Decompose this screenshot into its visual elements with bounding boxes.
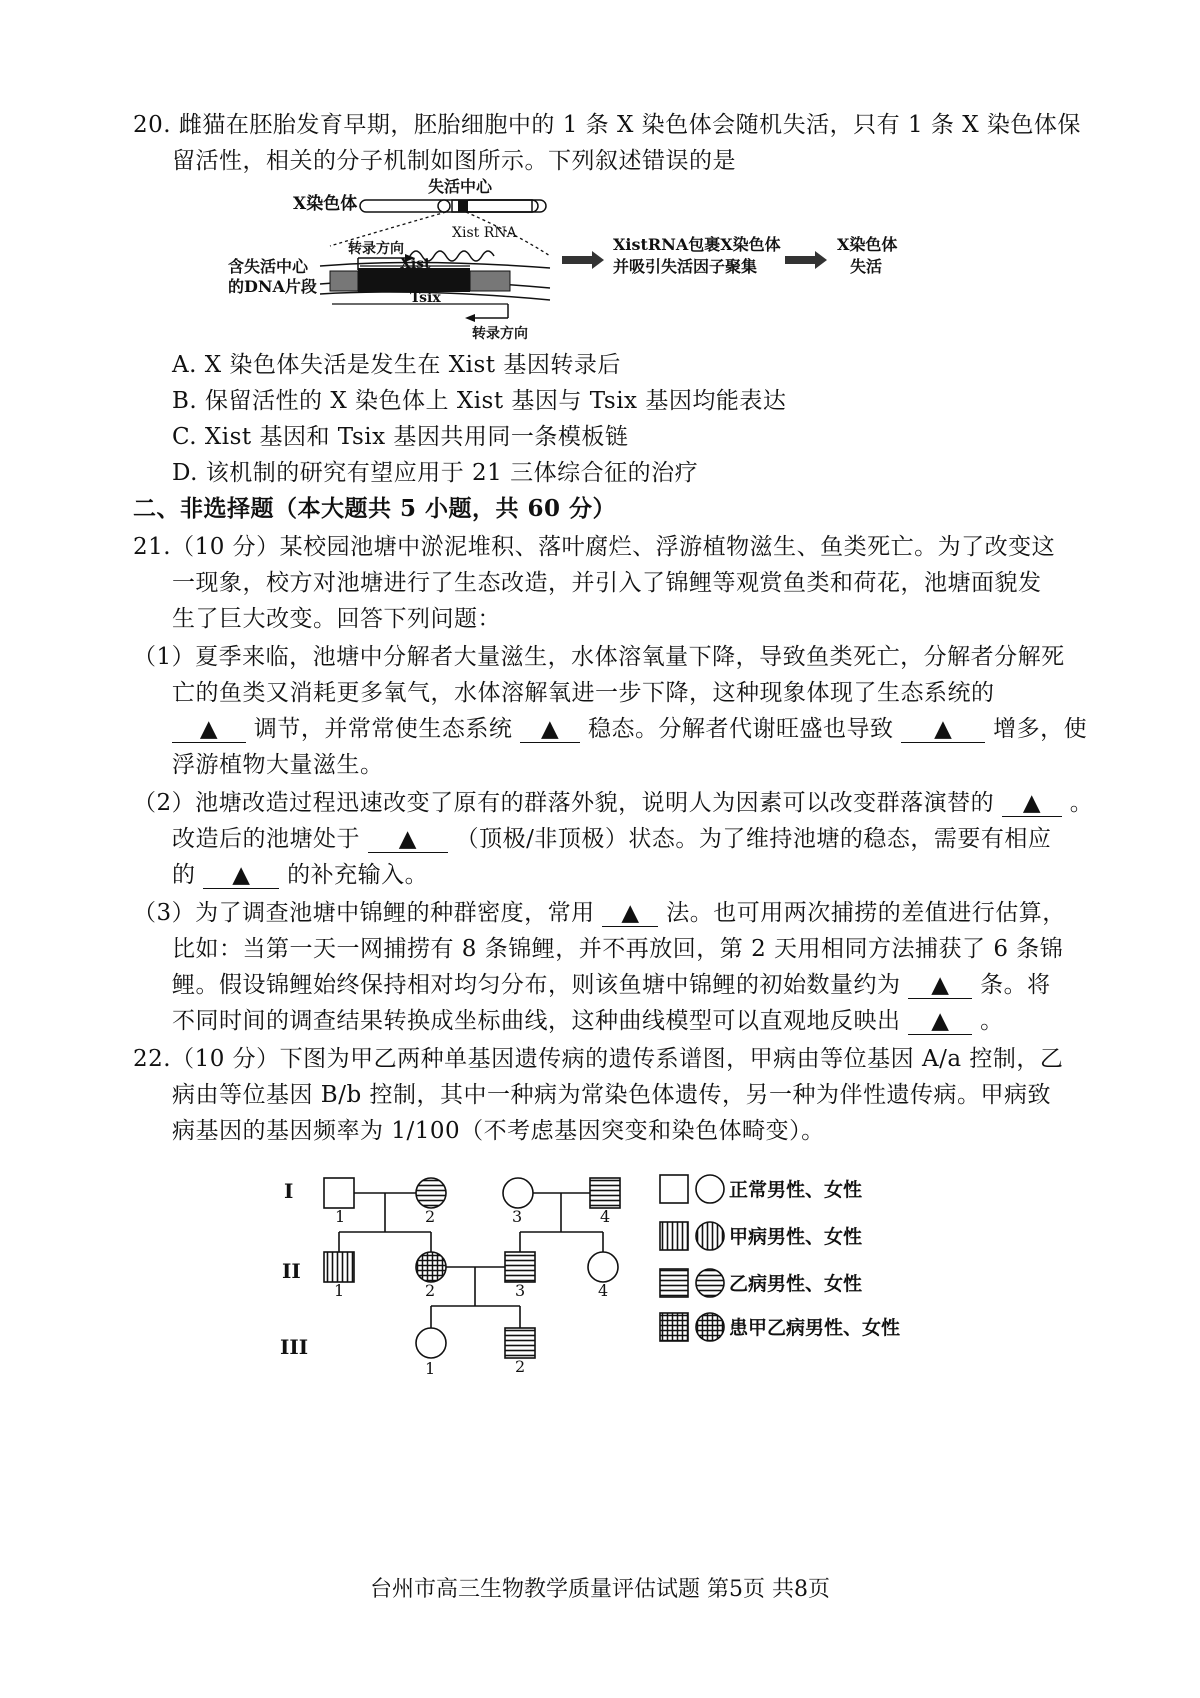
II-3-diseaseB-male	[505, 1252, 535, 1282]
legend-diseaseAB-female-symbol	[696, 1313, 724, 1341]
q21-p2-text-a: 改造后的池塘处于	[172, 826, 360, 852]
q21-p1-text-a: 调节，并常常使生态系统	[253, 716, 513, 742]
II-1-diseaseA-male	[324, 1252, 354, 1282]
step2-line1: X染色体	[837, 235, 898, 254]
answer-blank: ▲	[602, 900, 658, 927]
answer-blank: ▲	[1002, 790, 1062, 817]
q21-intro-2: 一现象，校方对池塘进行了生态改造，并引入了锦鲤等观赏鱼类和荷花，池塘面貌发	[172, 570, 1042, 596]
I-4-number: 4	[600, 1207, 611, 1226]
III-2-number: 2	[515, 1357, 526, 1376]
legend-normal-male-symbol	[660, 1175, 688, 1203]
II-3-number: 3	[515, 1281, 526, 1300]
legend-diseaseB-female-symbol	[696, 1269, 724, 1297]
q21-p3-text-d: 条。将	[980, 972, 1051, 998]
answer-blank: ▲	[203, 862, 279, 889]
answer-blank: ▲	[172, 716, 246, 743]
q20-option-d: D. 该机制的研究有望应用于 21 三体综合征的治疗	[172, 460, 699, 486]
tsix-gene-label: Tsix	[410, 290, 441, 306]
q20-line1: 20. 雌猫在胚胎发育早期，胚胎细胞中的 1 条 X 染色体会随机失活，只有 1 条 X 染色体保	[133, 112, 1081, 138]
legend-diseaseAB: 患甲乙病男性、女性	[729, 1317, 901, 1339]
legend-normal-female-symbol	[696, 1175, 724, 1203]
promoter-left-block	[330, 271, 358, 291]
arrow-step2	[785, 251, 827, 269]
transcription-direction-top: 转录方向	[348, 241, 404, 257]
q21-p3-line2: 比如：当第一天一网捕捞有 8 条锦鲤，并不再放回，第 2 天用相同方法捕获了 6 条锦	[172, 936, 1064, 962]
II-2-number: 2	[425, 1281, 436, 1300]
q20-option-a: A. X 染色体失活是发生在 Xist 基因转录后	[172, 352, 621, 378]
I-4-diseaseB-male	[590, 1178, 620, 1208]
dna-segment-label-2: 的DNA片段	[228, 277, 317, 296]
q21-p2-text: （2）池塘改造过程迅速改变了原有的群落外貌，说明人为因素可以改变群落演替的	[133, 790, 995, 816]
section-2-title: 二、非选择题（本大题共 5 小题，共 60 分）	[133, 495, 617, 522]
II-4-normal-female	[588, 1252, 618, 1282]
I-1-number: 1	[335, 1207, 346, 1226]
tsix-end-block	[470, 271, 510, 291]
step2-line2: 失活	[850, 257, 883, 276]
q21-p3-text-a: （3）为了调查池塘中锦鲤的种群密度，常用	[133, 900, 595, 926]
III-1-number: 1	[425, 1359, 436, 1378]
III-2-diseaseB-male	[505, 1328, 535, 1358]
answer-blank: ▲	[908, 972, 972, 999]
II-2-diseaseAB-female	[416, 1252, 446, 1282]
legend-diseaseB-male-symbol	[660, 1269, 688, 1297]
q20-option-b: B. 保留活性的 X 染色体上 Xist 基因与 Tsix 基因均能表达	[172, 388, 787, 414]
generation-label-I: I	[284, 1179, 294, 1203]
I-2-diseaseB-female	[416, 1178, 446, 1208]
q21-p2-text-b: （顶极/非顶极）状态。为了维持池塘的稳态，需要有相应	[455, 826, 1052, 852]
q22-line2: 病由等位基因 B/b 控制，其中一种病为常染色体遗传，另一种为伴性遗传病。甲病致	[172, 1082, 1051, 1108]
pedigree-chart	[270, 1168, 960, 1398]
transcription-direction-bottom: 转录方向	[472, 326, 528, 342]
I-1-normal-male	[324, 1178, 354, 1208]
dna-strand-top	[320, 262, 550, 268]
q21-p3-period: 。	[980, 1008, 1004, 1034]
q22-line3: 病基因的基因频率为 1/100（不考虑基因突变和染色体畸变）。	[172, 1118, 825, 1144]
q20-line2: 留活性，相关的分子机制如图所示。下列叙述错误的是	[172, 148, 736, 174]
xist-gene-label: Xist	[400, 256, 431, 272]
answer-blank: ▲	[908, 1008, 972, 1035]
step1-line1: XistRNA包裹X染色体	[613, 235, 781, 254]
III-1-normal-female	[416, 1328, 446, 1358]
centromere	[438, 200, 450, 212]
xist-rna-label: Xist RNA	[452, 225, 517, 241]
q21-p3-text-e: 不同时间的调查结果转换成坐标曲线，这种曲线模型可以直观地反映出	[172, 1008, 901, 1034]
x-inactivation-diagram	[220, 176, 940, 346]
I-3-number: 3	[512, 1207, 523, 1226]
legend-normal: 正常男性、女性	[729, 1179, 863, 1201]
x-chromosome-label: X染色体	[293, 194, 358, 214]
q21-p3-text-c: 鲤。假设锦鲤始终保持相对均匀分布，则该鱼塘中锦鲤的初始数量约为	[172, 972, 901, 998]
legend-diseaseA: 甲病男性、女性	[729, 1226, 863, 1248]
q21-p2-line2	[172, 824, 1051, 854]
q21-p2-text-c: 的	[172, 862, 196, 888]
q21-p1-line1: （1）夏季来临，池塘中分解者大量滋生，水体溶氧量下降，导致鱼类死亡，分解者分解死	[133, 644, 1065, 670]
legend-diseaseA-male-symbol	[660, 1222, 688, 1250]
q21-p2-period: 。	[1069, 790, 1094, 816]
q21-p2-line1	[133, 788, 1093, 818]
page-footer: 台州市高三生物教学质量评估试题 第5页 共8页	[370, 1577, 830, 1602]
x-chromosome-right-arm	[464, 200, 546, 212]
q21-p3-line3	[172, 970, 1051, 1000]
answer-blank: ▲	[901, 716, 985, 743]
q21-p3-text-b: 法。也可用两次捕捞的差值进行估算，	[666, 900, 1066, 926]
q22-line1: 22.（10 分）下图为甲乙两种单基因遗传病的遗传系谱图，甲病由等位基因 A/a 控制，乙	[133, 1046, 1064, 1072]
q21-p1-line2: 亡的鱼类又消耗更多氧气，水体溶解氧进一步下降，这种现象体现了生态系统的	[172, 680, 995, 706]
I-2-number: 2	[425, 1207, 436, 1226]
q21-intro-3: 生了巨大改变。回答下列问题：	[172, 606, 501, 632]
legend-diseaseAB-male-symbol	[660, 1313, 688, 1341]
q21-p1-text-c: 增多，使	[993, 716, 1088, 742]
II-1-number: 1	[334, 1281, 345, 1300]
inactivation-center-label: 失活中心	[428, 177, 493, 196]
q21-p3-line1	[133, 898, 1066, 928]
q21-p1-line3	[172, 714, 1087, 744]
q20-option-c: C. Xist 基因和 Tsix 基因共用同一条模板链	[172, 424, 629, 450]
legend-diseaseA-female-symbol	[696, 1222, 724, 1250]
I-3-normal-female	[503, 1178, 533, 1208]
q21-p2-text-d: 的补充输入。	[287, 862, 429, 888]
step1-line2: 并吸引失活因子聚集	[613, 257, 758, 276]
q21-p1-line4: 浮游植物大量滋生。	[172, 752, 384, 778]
generation-label-II: II	[282, 1259, 301, 1283]
q21-p2-line3	[172, 860, 428, 890]
II-4-number: 4	[598, 1281, 609, 1300]
generation-label-III: III	[280, 1335, 309, 1359]
answer-blank: ▲	[520, 716, 580, 743]
answer-blank: ▲	[368, 826, 448, 853]
dna-segment-label-1: 含失活中心	[228, 257, 309, 276]
q21-p1-text-b: 稳态。分解者代谢旺盛也导致	[587, 716, 894, 742]
q21-intro-1: 21.（10 分）某校园池塘中淤泥堆积、落叶腐烂、浮游植物滋生、鱼类死亡。为了改变这	[133, 534, 1056, 560]
legend-diseaseB: 乙病男性、女性	[729, 1273, 863, 1295]
q21-p3-line4	[172, 1006, 1004, 1036]
arrow-step1	[562, 251, 604, 269]
